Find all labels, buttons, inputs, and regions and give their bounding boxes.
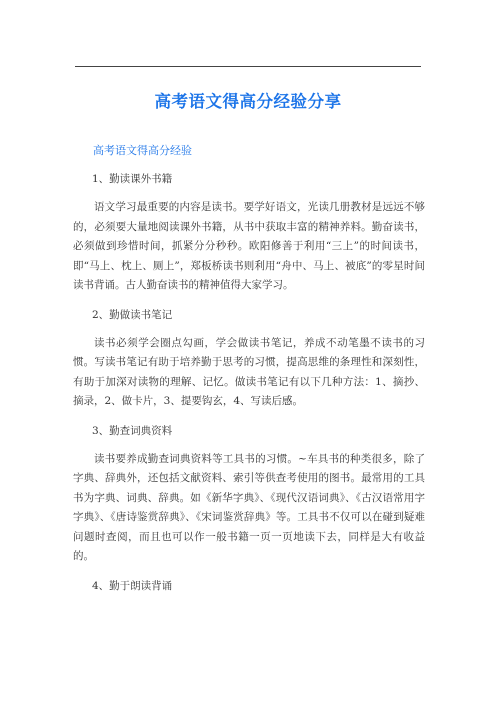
section-heading-2: 2、勤做读书笔记 bbox=[92, 308, 173, 321]
article-subtitle: 高考语文得高分经验 bbox=[93, 144, 192, 157]
article-body bbox=[73, 142, 425, 595]
section-heading-4: 4、勤于朗读背诵 bbox=[92, 579, 173, 592]
section-paragraph-3: 读书要养成勤查词典资料等工具书的习惯。~车具书的种类很多，除了字典、辞典外，还包括文献资料、索引等供查考使用的图书。最常用的工具书为字典、词典、辞典。如《新华字典》、《现代汉语词典》、《古汉语常用字字典》、《唐诗鉴赏辞典》、《宋词鉴赏辞典》等。工具书不仅可以在碰到疑难问题时查阅，而且也可以作一般书籍一页一页地读下去，同样是大有收益的。 bbox=[73, 452, 425, 562]
header-rule bbox=[75, 66, 421, 67]
section-heading-1: 1、勤读课外书籍 bbox=[92, 173, 173, 185]
section-paragraph-2: 读书必须学会圈点勾画，学会做读书笔记，养成不动笔墨不读书的习惯。写读书笔记有助于培养勤于思考的习惯，提高思维的条理性和深刻性，有助于加深对读物的理解、记忆。做读书笔记有以下几种方法：1、摘抄、摘录，2、做卡片，3、提要钩玄，4、写读后感。 bbox=[73, 336, 425, 407]
section-heading-3: 3、勤查词典资料 bbox=[92, 424, 173, 437]
section-paragraph-1: 语文学习最重要的内容是读书。要学好语文，光读几册教材是远远不够的，必须要大量地阅读课外书籍，从书中获取丰富的精神养料。勤奋读书，必须做到珍惜时间，抓紧分分秒秒。欧阳修善于利用“三上”的时间读书，即“马上、枕上、厕上”，郑板桥读书则利用“舟中、马上、被底”的零星时间读书背诵。古人勤奋读书的精神值得大家学习。 bbox=[73, 201, 425, 291]
page-title: 高考语文得高分经验分享 bbox=[154, 92, 342, 111]
